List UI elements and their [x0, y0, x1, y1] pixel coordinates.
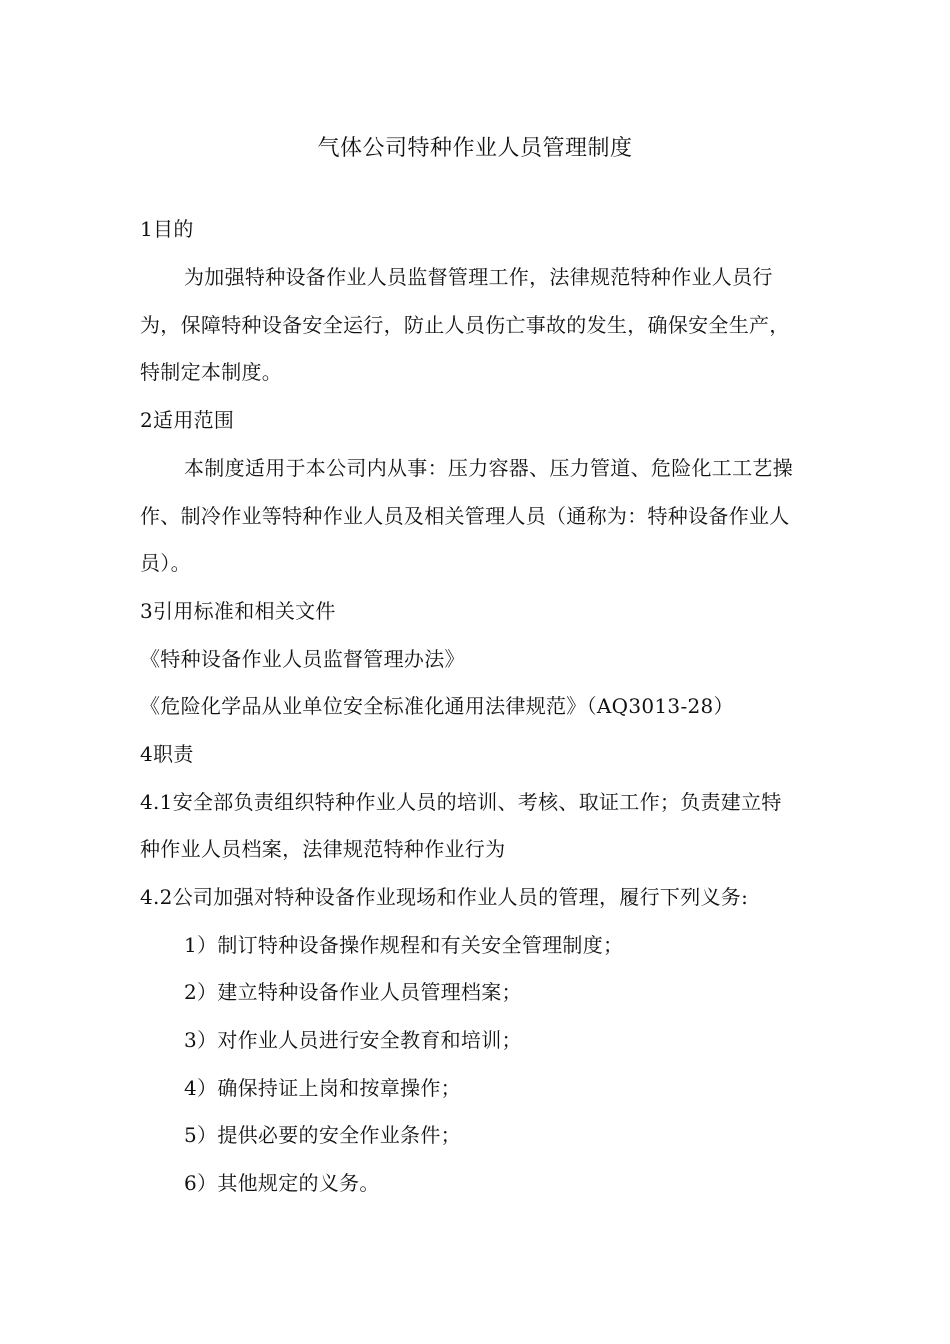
list-item: 2）建立特种设备作业人员管理档案；	[184, 980, 522, 1004]
section-heading-duties: 4职责	[140, 742, 194, 766]
paragraph-line: 本制度适用于本公司内从事：压力容器、压力管道、危险化工工艺操	[184, 456, 793, 480]
document-title: 气体公司特种作业人员管理制度	[317, 136, 633, 161]
paragraph-line: 4.2公司加强对特种设备作业现场和作业人员的管理，履行下列义务:	[140, 885, 749, 909]
reference-item: 《特种设备作业人员监督管理办法》	[140, 647, 465, 671]
list-item: 5）提供必要的安全作业条件；	[184, 1123, 461, 1147]
list-item: 1）制订特种设备操作规程和有关安全管理制度；	[184, 933, 624, 957]
section-heading-references: 3引用标准和相关文件	[140, 599, 336, 623]
reference-item: 《危险化学品从业单位安全标准化通用法律规范》（AQ3013-28）	[140, 694, 734, 718]
list-item: 3）对作业人员进行安全教育和培训；	[184, 1028, 522, 1052]
paragraph-line: 4.1安全部负责组织特种作业人员的培训、考核、取证工作；负责建立特	[140, 790, 782, 814]
section-heading-purpose: 1目的	[140, 217, 194, 241]
paragraph-line: 种作业人员档案，法律规范特种作业行为	[140, 837, 506, 861]
paragraph-line: 为，保障特种设备安全运行，防止人员伤亡事故的发生，确保安全生产，	[140, 313, 790, 337]
section-heading-scope: 2适用范围	[140, 408, 235, 432]
paragraph-line: 为加强特种设备作业人员监督管理工作，法律规范特种作业人员行	[184, 265, 773, 289]
list-item: 4）确保持证上岗和按章操作；	[184, 1076, 461, 1100]
paragraph-line: 特制定本制度。	[140, 360, 283, 384]
list-item: 6）其他规定的义务。	[184, 1171, 380, 1195]
paragraph-line: 员）。	[140, 551, 191, 575]
paragraph-line: 作、制冷作业等特种作业人员及相关管理人员（通称为：特种设备作业人	[140, 504, 790, 528]
